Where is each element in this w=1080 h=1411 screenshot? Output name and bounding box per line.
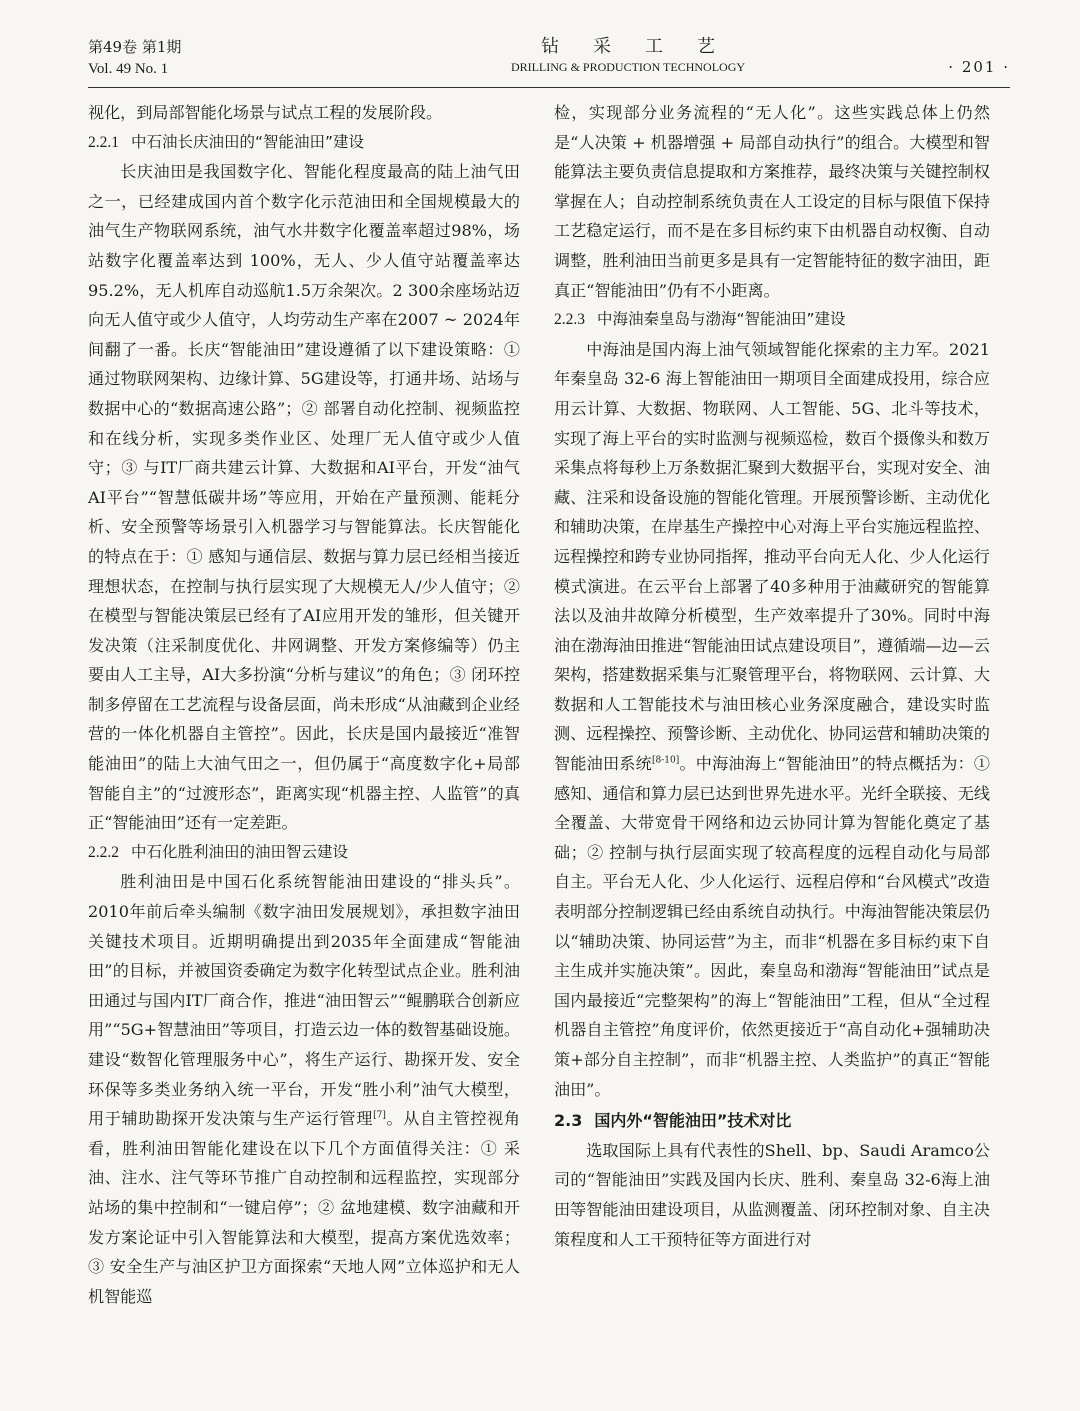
section-title: 中石油长庆油田的“智能油田”建设 <box>131 132 365 151</box>
paragraph-continuation: 视化，到局部智能化场景与试点工程的发展阶段。 <box>88 103 443 122</box>
journal-title-zh: 钻采工艺 <box>541 36 749 57</box>
paragraph-text: 。从自主管控视角看，胜利油田智能化建设在以下几个方面值得关注：① 采油、注水、注气等环节推广自动控制和远程监控，实现部分站场的集中控制和“一键启停”；② 盆地建模、数字油藏和开发方案论证中引入智能算法和大模型，提高方案优选效率；③ 安全生产与油区护卫方面探索“天地人网”立体巡护和无人机智能巡 <box>88 1109 521 1306</box>
header-rule <box>88 87 1010 88</box>
page-number: · 201 · <box>948 58 1010 76</box>
section-title: 中海油秦皇岛与渤海“智能油田”建设 <box>597 310 846 329</box>
left-column <box>88 98 520 1311</box>
citation-ref: [8-10] <box>651 755 680 766</box>
paragraph-text: 。中海油海上“智能油田”的特点概括为：① 感知、通信和算力层已达到世界先进水平。光纤全联接、无线全覆盖、大带宽骨干网络和边云协同计算为智能化奠定了基础；② 控制与执行层面实现了较高程度的远程自动化与局部自主。平台无人化、少人化运行、远程启停和“台风模式”改造表明部分控制逻辑已经由系统自动执行。中海油智能决策层仍以“辅助决策、协同运营”为主，而非“机器在多目标约束下自主生成并实施决策”。因此，秦皇岛和渤海“智能油田”试点是国内最接近“完整架构”的海上“智能油田”工程，但从“全过程机器自主管控”角度评价，依然更接近于“高自动化+强辅助决策+部分自主控制”，而非“机器主控、人类监护”的真正“智能油田”。 <box>554 754 991 1099</box>
citation-ref: [7] <box>373 1110 386 1121</box>
section-number: 2.2.2 <box>88 843 119 861</box>
section-title: 中石化胜利油田的油田智云建设 <box>131 842 349 861</box>
volume-info <box>88 36 181 80</box>
paragraph-comparison: 选取国际上具有代表性的Shell、bp、Saudi Aramco公司的“智能油田”实践及国内长庆、胜利、秦皇岛 32-6海上油田等智能油田建设项目，从监测覆盖、闭环控制对象、自主决策程度和人工干预特征等方面进行对 <box>554 1140 990 1249</box>
section-2-2-2-heading <box>88 838 520 868</box>
paragraph-continuation: 检，实现部分业务流程的“无人化”。这些实践总体上仍然是“人决策 + 机器增强 + 局部自动执行”的组合。大模型和智能算法主要负责信息提取和方案推荐，最终决策与关键控制权掌握在人；自动控制系统负责在人工设定的目标与限值下保持工艺稳定运行，而不是在多目标约束下由机器自动权衡、自动调整，胜利油田当前更多是具有一定智能特征的数字油田，距真正“智能油田”仍有不小距离。 <box>554 103 990 300</box>
section-number: 2.3 <box>554 1111 583 1131</box>
section-title: 国内外“智能油田”技术对比 <box>594 1111 792 1131</box>
paragraph-changqing: 长庆油田是我国数字化、智能化程度最高的陆上油气田之一，已经建成国内首个数字化示范油田和全国规模最大的油气生产物联网系统，油气水井数字化覆盖率超过98%，场站数字化覆盖率达到 100%，无人、少人值守站覆盖率达95.2%，无人机库自动巡航1.5万余架次。2 300余座场站迈向无人值守或少人值守，人均劳动生产率在2007 ~ 2024年间翻了一番。长庆“智能油田”建设遵循了以下建设策略：① 通过物联网架构、边缘计算、5G建设等，打通井场、站场与数据中心的“数据高速公路”；② 部署自动化控制、视频监控和在线分析，实现多类作业区、处理厂无人值守或少人值守；③ 与IT厂商共建云计算、大数据和AI平台，开发“油气AI平台”“智慧低碳井场”等应用，开始在产量预测、能耗分析、安全预警等场景引入机器学习与智能算法。长庆智能化的特点在于：① 感知与通信层、数据与算力层已经相当接近理想状态，在控制与执行层实现了大规模无人/少人值守；② 在模型与智能决策层已经有了AI应用开发的雏形，但关键开发决策（注采制度优化、井网调整、开发方案修编等）仍主要由人工主导，AI大多扮演“分析与建议”的角色；③ 闭环控制多停留在工艺流程与设备层面，尚未形成“从油藏到企业经营的一体化机器自主管控”。因此，长庆是国内最接近“准智能油田”的陆上大油气田之一，但仍属于“高度数字化+局部智能自主”的“过渡形态”，距离实现“机器主控、人监管”的真正“智能油田”还有一定差距。 <box>88 162 520 833</box>
right-column <box>554 98 990 1254</box>
paragraph-text: 中海油是国内海上油气领域智能化探索的主力军。2021年秦皇岛 32-6 海上智能油田一期项目全面建成投用，综合应用云计算、大数据、物联网、人工智能、5G、北斗等技术，实现了海上平台的实时监测与视频巡检，数百个摄像头和数万采集点将每秒上万条数据汇聚到大数据平台，实现对安全、油藏、注采和设备设施的智能化管理。开展预警诊断、主动优化和辅助决策，在岸基生产操控中心对海上平台实施远程监控、远程操控和跨专业协同指挥，推动平台向无人化、少人化运行模式演进。在云平台上部署了40多种用于油藏研究的智能算法以及油井故障分析模型，生产效率提升了30%。同时中海油在渤海油田推进“智能油田试点建设项目”，遵循端—边—云架构，搭建数据采集与汇聚管理平台，将物联网、云计算、大数据和人工智能技术与油田核心业务深度融合，建设实时监测、远程操控、预警诊断、主动优化、协同运营和辅助决策的智能油田系统 <box>554 339 990 774</box>
journal-title <box>428 36 828 76</box>
paragraph-cnooc <box>554 335 990 1104</box>
volume-zh: 第49卷 第1期 <box>88 38 182 56</box>
section-2-2-1-heading <box>88 128 520 158</box>
journal-title-en: DRILLING & PRODUCTION TECHNOLOGY <box>510 60 746 74</box>
section-2-2-3-heading <box>554 305 990 335</box>
page-header <box>88 36 1010 86</box>
section-number: 2.2.3 <box>554 311 585 329</box>
paragraph-shengli <box>88 867 520 1311</box>
section-number: 2.2.1 <box>88 133 119 151</box>
volume-en: Vol. 49 No. 1 <box>88 61 169 77</box>
section-2-3-heading <box>554 1106 990 1136</box>
paragraph-text: 胜利油田是中国石化系统智能油田建设的“排头兵”。2010年前后牵头编制《数字油田发展规划》，承担数字油田关键技术项目。近期明确提出到2035年全面建成“智能油田”的目标，并被国资委确定为数字化转型试点企业。胜利油田通过与国内IT厂商合作，推进“油田智云”“鲲鹏联合创新应用”“5G+智慧油田”等项目，打造云边一体的数智基础设施。建设“数智化管理服务中心”，将生产运行、勘探开发、安全环保等多类业务纳入统一平台，开发“胜小利”油气大模型，用于辅助勘探开发决策与生产运行管理 <box>88 872 520 1129</box>
